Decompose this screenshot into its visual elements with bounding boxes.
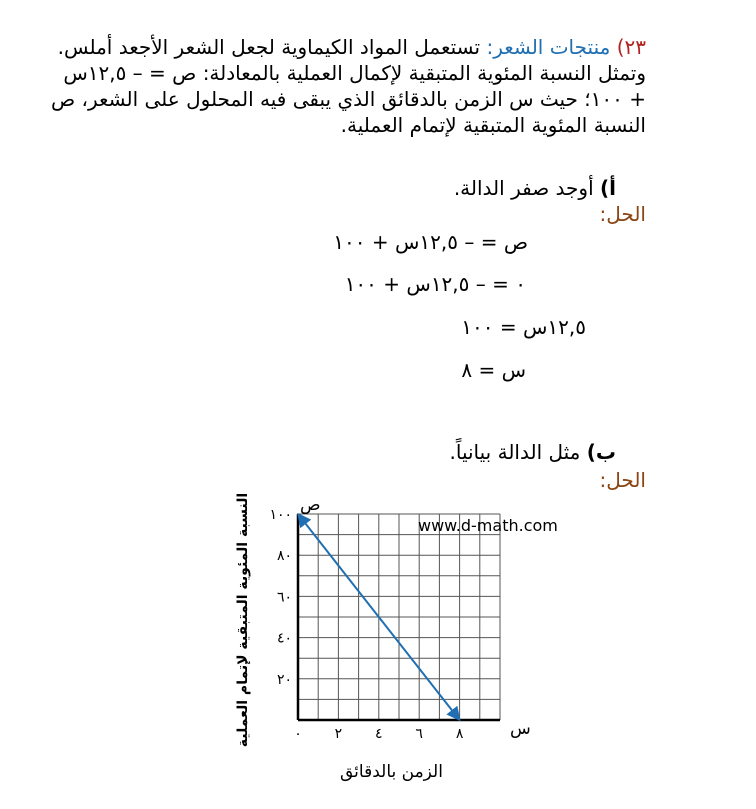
solution-label-b: الحل: xyxy=(599,468,646,492)
x-tick-label: ٠ xyxy=(294,726,302,742)
question-topic: منتجات الشعر: xyxy=(486,35,611,59)
x-tick-label: ٦ xyxy=(415,726,423,742)
y-tick-label: ٦٠ xyxy=(276,589,292,606)
watermark-url: www.d-math.com xyxy=(418,516,558,535)
y-axis-symbol: ص xyxy=(300,495,321,515)
x-axis-title: الزمن بالدقائق xyxy=(340,762,443,782)
part-b-text: مثل الدالة بيانياً. xyxy=(449,440,581,464)
part-b-label: ب) xyxy=(586,440,616,464)
x-axis-symbol: س xyxy=(510,719,531,739)
equation-3: ١٢,٥س = ١٠٠ xyxy=(461,315,586,339)
x-tick-label: ٤ xyxy=(375,726,383,742)
equation-4: س = ٨ xyxy=(461,358,526,382)
question-number: ٢٣) xyxy=(616,35,646,59)
part-a-label: أ) xyxy=(600,176,616,200)
part-a-text: أوجد صفر الدالة. xyxy=(453,176,594,200)
x-tick-label: ٢ xyxy=(334,726,343,742)
x-tick-label: ٨ xyxy=(455,726,464,742)
equation-2: ٠ = – ١٢,٥س + ١٠٠ xyxy=(344,272,526,296)
y-tick-label: ١٠٠ xyxy=(269,507,292,523)
y-tick-label: ٤٠ xyxy=(276,630,292,647)
y-tick-label: ٨٠ xyxy=(276,548,292,565)
solution-label-a: الحل: xyxy=(599,202,646,226)
y-tick-label: ٢٠ xyxy=(276,671,292,688)
equation-1: ص = – ١٢,٥س + ١٠٠ xyxy=(333,230,528,254)
y-axis-title: النسبة المئوية المتبقية لإتمام العملية xyxy=(235,492,251,748)
question-text: تستعمل المواد الكيماوية لجعل الشعر الأجعد أملس. وتمثل النسبة المئوية المتبقية لإكمال العملية بالمعادلة: ص = – ١٢,٥س + ١٠٠؛ حيث س الزمن بالدقائق الذي يبقى فيه المحلول على الشعر، ص النسبة المئوية المتبقية لإتمام العملية. xyxy=(50,35,646,137)
graph-grid xyxy=(298,514,500,720)
